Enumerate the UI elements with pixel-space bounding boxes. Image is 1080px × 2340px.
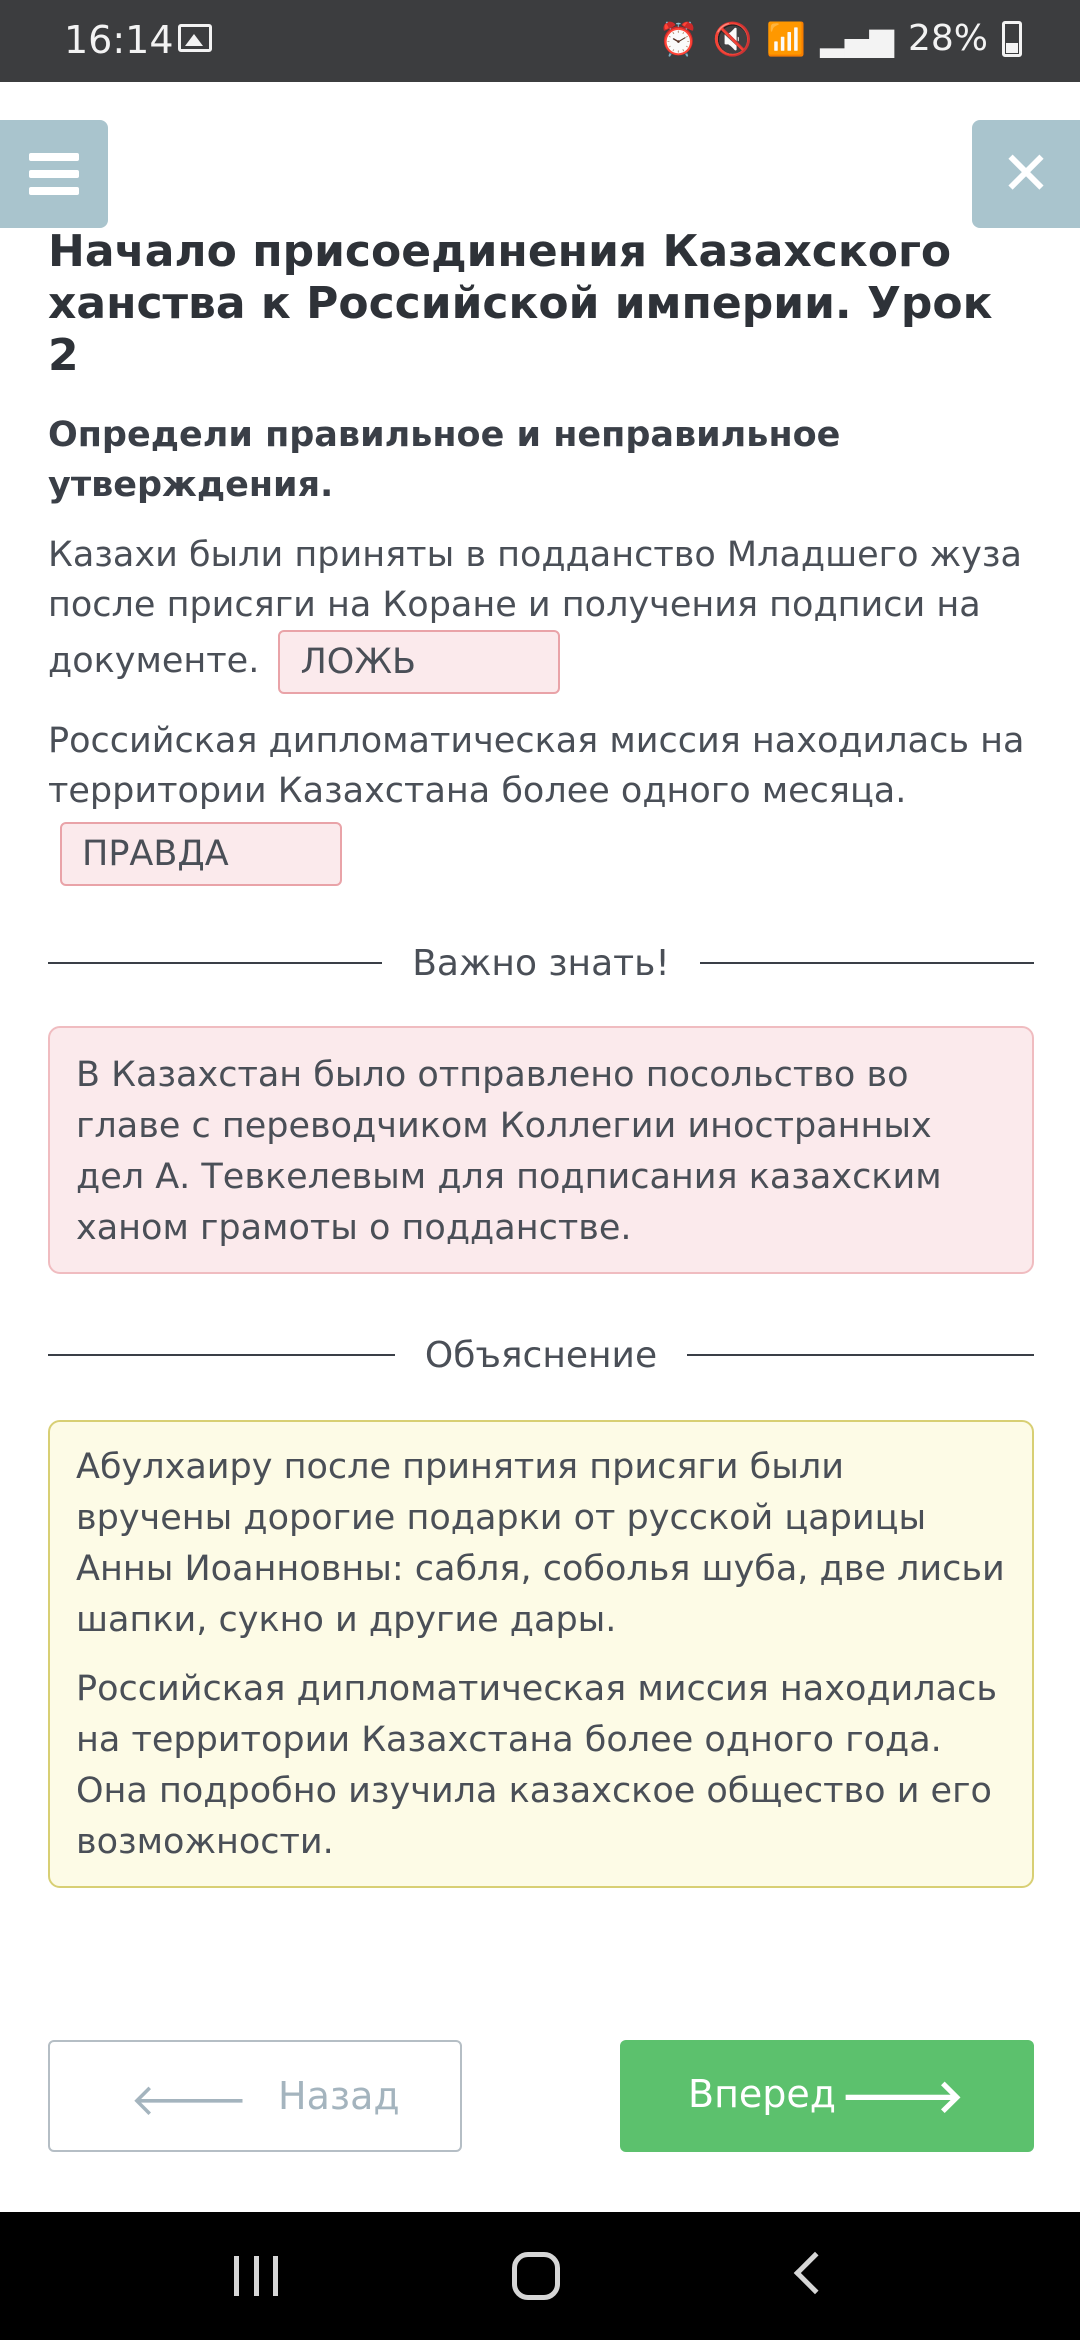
explanation-heading: Объяснение <box>424 1334 658 1376</box>
explanation-paragraph-1: Абулхаиру после принятия присяги были вручены дорогие подарки от русской царицы Анны Иоанновны: сабля, соболья шуба, две лисьи шапки, сукно и другие дары. <box>76 1447 1005 1640</box>
close-icon: ✕ <box>1000 139 1052 209</box>
signal-icon: ▂▄▆ <box>820 19 894 58</box>
battery-percent: 28% <box>907 18 988 59</box>
next-label: Вперед <box>688 2072 837 2116</box>
arrow-right-icon: 🡒 <box>840 2069 964 2123</box>
statement-text: Российская дипломатическая миссия находилась на территории Казахстана более одного месяца. <box>48 721 1025 811</box>
recent-apps-icon[interactable] <box>234 2256 278 2296</box>
explanation-divider <box>48 1330 1034 1380</box>
explanation-paragraph-2: Российская дипломатическая миссия находилась на территории Казахстана более одного года. Она подробно изучила казахское общество и его возможности. <box>76 1669 997 1862</box>
status-icons <box>659 18 1022 59</box>
wifi-icon: 📶 <box>766 19 807 58</box>
statement-2 <box>48 716 1048 886</box>
important-box <box>48 1026 1034 1274</box>
statement-text: Казахи были приняты в подданство Младшего жуза после присяги на Коране и получения подписи на документе. <box>48 535 1022 681</box>
mute-icon: 🔇 <box>712 19 753 58</box>
divider-line <box>700 962 1034 964</box>
divider-line <box>687 1354 1034 1356</box>
next-button[interactable] <box>620 2040 1034 2152</box>
close-button[interactable] <box>972 120 1080 228</box>
battery-icon <box>1002 21 1022 57</box>
arrow-left-icon: 🡐 <box>130 2075 248 2126</box>
divider-line <box>48 1354 395 1356</box>
status-time: 16:14 <box>64 18 174 62</box>
gallery-icon <box>178 24 212 52</box>
explanation-box <box>48 1420 1034 1888</box>
statement-1 <box>48 530 1048 694</box>
answer-field-2[interactable]: ПРАВДА <box>60 822 342 886</box>
divider-line <box>48 962 382 964</box>
back-label: Назад <box>278 2074 400 2118</box>
back-nav-icon[interactable] <box>794 2252 836 2294</box>
important-text: В Казахстан было отправлено посольство во главе с переводчиком Коллегии иностранных дел А. Тевкелевым для подписания казахским ханом грамоты о подданстве. <box>76 1055 942 1248</box>
hamburger-icon <box>29 153 79 161</box>
answer-field-1[interactable]: ЛОЖЬ <box>278 630 560 694</box>
important-heading: Важно знать! <box>412 942 670 984</box>
alarm-icon: ⏰ <box>658 19 699 58</box>
back-button[interactable] <box>48 2040 462 2152</box>
system-nav-bar <box>0 2212 1080 2340</box>
status-bar <box>0 0 1080 82</box>
important-divider <box>48 938 1034 988</box>
menu-button[interactable] <box>0 120 108 228</box>
home-icon[interactable] <box>512 2252 560 2300</box>
question-prompt: Определи правильное и неправильное утверждения. <box>48 415 841 505</box>
page-title: Начало присоединения Казахского ханства к Российской империи. Урок 2 <box>48 226 993 381</box>
